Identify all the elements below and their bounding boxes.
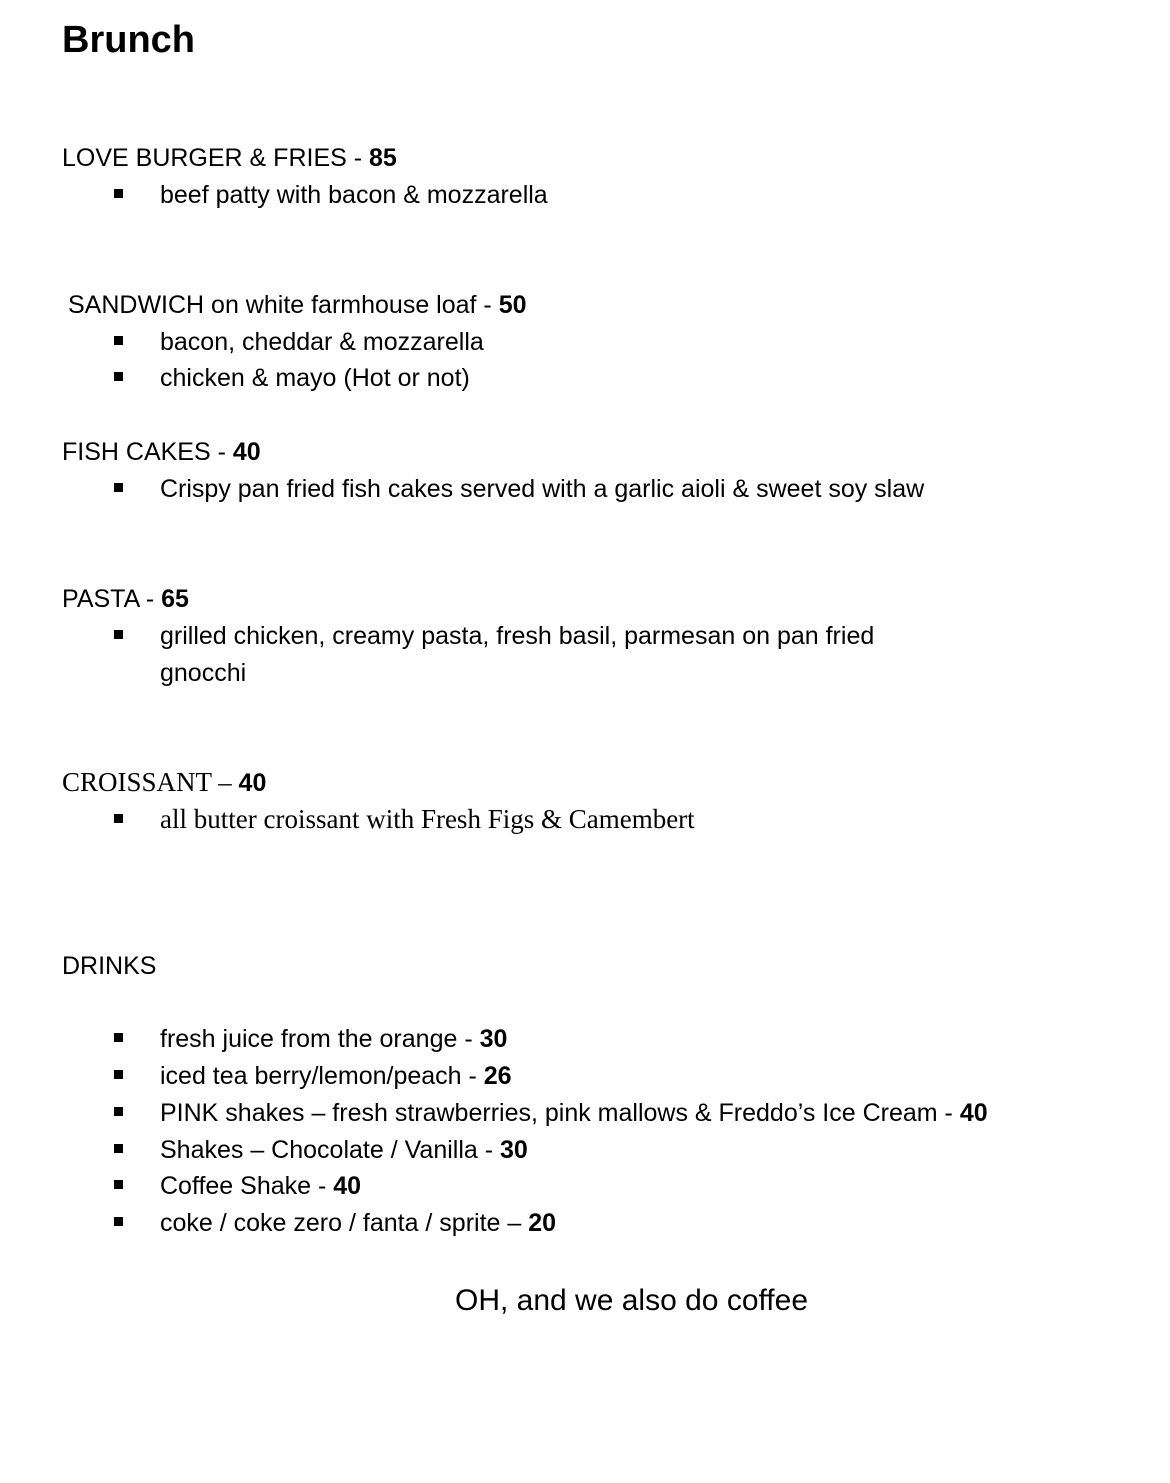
drink-name: PINK shakes – fresh strawberries, pink mallows & Freddo’s Ice Cream - <box>160 1099 960 1127</box>
list-item: beef patty with bacon & mozzarella <box>160 181 548 209</box>
drink-price: 40 <box>959 1099 988 1127</box>
drink-price: 30 <box>500 1136 528 1164</box>
bullet-icon <box>114 372 123 381</box>
bullet-icon <box>114 1107 123 1116</box>
item-price: 40 <box>238 769 267 797</box>
section-heading-sandwich <box>68 289 527 321</box>
item-name: PASTA - <box>62 585 162 613</box>
drink-price: 40 <box>333 1172 362 1200</box>
list-item: grilled chicken, creamy pasta, fresh basil, parmesan on pan fried <box>160 622 875 650</box>
footer-note: OH, and we also do coffee <box>455 1284 808 1317</box>
section-heading-burger <box>62 142 397 174</box>
bullet-icon <box>114 336 123 345</box>
section-heading-pasta <box>62 583 189 615</box>
list-item <box>160 1060 512 1092</box>
drink-price: 26 <box>483 1062 512 1090</box>
list-item <box>160 1023 507 1055</box>
section-heading-croissant <box>62 766 266 799</box>
bullet-icon <box>114 1217 123 1226</box>
list-item <box>160 1207 556 1239</box>
list-item <box>160 1134 528 1166</box>
list-item: Crispy pan fried fish cakes served with a garlic aioli & sweet soy slaw <box>160 475 925 503</box>
drink-name: iced tea berry/lemon/peach - <box>160 1062 484 1090</box>
item-name: SANDWICH on white farmhouse loaf - <box>68 291 499 319</box>
item-price: 65 <box>161 585 189 613</box>
list-item: bacon, cheddar & mozzarella <box>160 328 484 356</box>
bullet-icon <box>114 1033 123 1042</box>
list-item: all butter croissant with Fresh Figs & Camembert <box>160 804 695 834</box>
menu-title: Brunch <box>62 19 195 61</box>
item-price: 85 <box>369 144 397 172</box>
drink-name: Coffee Shake - <box>160 1172 334 1200</box>
section-heading-fishcakes <box>62 436 261 468</box>
list-item <box>160 1097 988 1129</box>
bullet-icon <box>114 630 123 639</box>
item-name: LOVE BURGER & FRIES - <box>62 144 370 172</box>
drink-name: fresh juice from the orange - <box>160 1025 480 1053</box>
drink-name: Shakes – Chocolate / Vanilla - <box>160 1136 501 1164</box>
list-item: chicken & mayo (Hot or not) <box>160 364 470 392</box>
drink-name: coke / coke zero / fanta / sprite – <box>160 1209 529 1237</box>
item-price: 40 <box>232 438 261 466</box>
bullet-icon <box>114 1070 123 1079</box>
list-item <box>160 1170 361 1202</box>
section-heading-drinks: DRINKS <box>62 952 157 980</box>
item-name: CROISSANT – <box>62 767 239 797</box>
list-item-continuation: gnocchi <box>160 659 247 687</box>
bullet-icon <box>114 483 123 492</box>
item-price: 50 <box>498 291 527 319</box>
item-name: FISH CAKES - <box>62 438 233 466</box>
bullet-icon <box>114 1180 123 1189</box>
bullet-icon <box>114 814 123 823</box>
drink-price: 30 <box>479 1025 508 1053</box>
bullet-icon <box>114 1144 123 1153</box>
bullet-icon <box>114 189 123 198</box>
drink-price: 20 <box>528 1209 557 1237</box>
